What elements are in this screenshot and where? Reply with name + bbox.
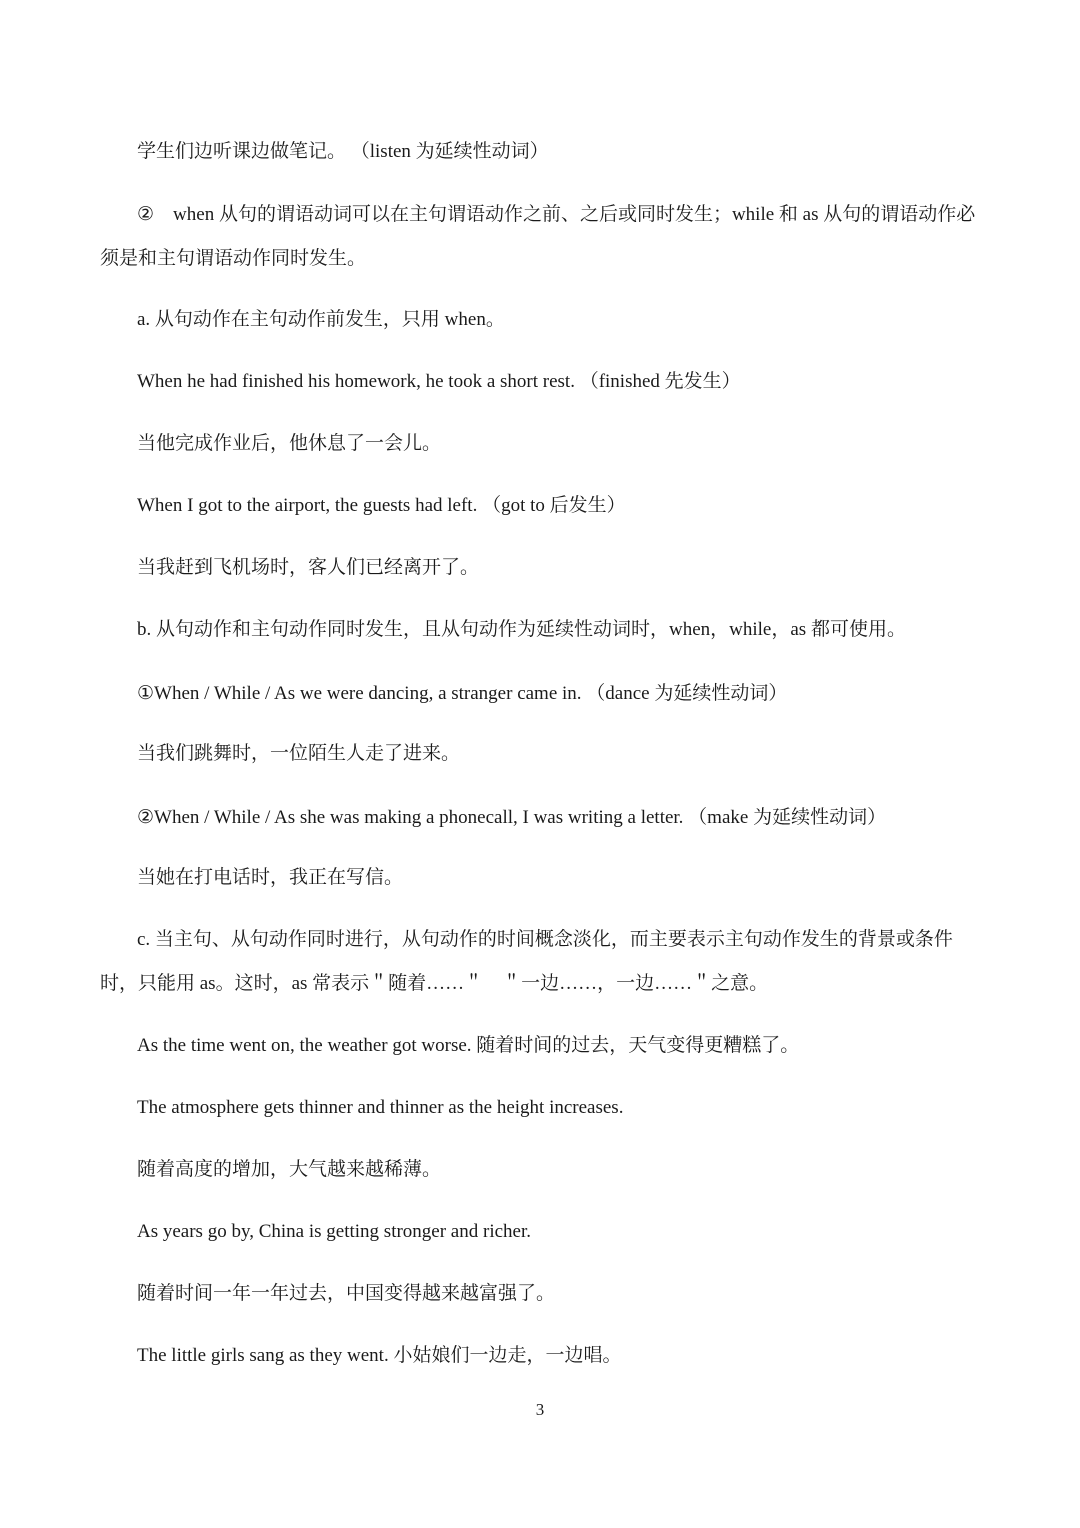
text-line: 当我赶到飞机场时，客人们已经离开了。	[137, 557, 480, 578]
text-line: As the time went on, the weather got worse. 随着时间的过去，天气变得更糟糕了。	[137, 1035, 800, 1056]
text-line: a. 从句动作在主句动作前发生，只用 when。	[137, 309, 505, 330]
text-line: 当我们跳舞时，一位陌生人走了进来。	[137, 743, 461, 764]
text-line: 随着高度的增加，大气越来越稀薄。	[137, 1159, 442, 1180]
text-line: When he had finished his homework, he took a short rest. （finished 先发生）	[137, 371, 741, 392]
text-line: When I got to the airport, the guests had left. （got to 后发生）	[137, 495, 626, 516]
text-line: The little girls sang as they went. 小姑娘们一边走，一边唱。	[137, 1345, 622, 1366]
text-paragraph: ② when 从句的谓语动词可以在主句谓语动作之前、之后或同时发生；while 和 as 从句的谓语动作必须是和主句谓语动作同时发生。	[100, 204, 976, 269]
text-line: 学生们边听课边做笔记。 （listen 为延续性动词）	[137, 141, 549, 162]
text-line: ①When / While / As we were dancing, a stranger came in. （dance 为延续性动词）	[137, 683, 788, 704]
text-line: The atmosphere gets thinner and thinner as the height increases.	[137, 1097, 624, 1118]
text-line: As years go by, China is getting stronger and richer.	[137, 1221, 531, 1242]
page-number: 3	[535, 1400, 545, 1419]
text-line: b. 从句动作和主句动作同时发生，且从句动作为延续性动词时，when，while，as 都可使用。	[137, 619, 906, 640]
text-line: 当他完成作业后，他休息了一会儿。	[137, 433, 442, 454]
text-line: ②When / While / As she was making a phonecall, I was writing a letter. （make 为延续性动词）	[137, 807, 887, 828]
text-line: 当她在打电话时，我正在写信。	[137, 867, 404, 888]
text-line: 随着时间一年一年过去，中国变得越来越富强了。	[137, 1283, 556, 1304]
text-paragraph: c. 当主句、从句动作同时进行，从句动作的时间概念淡化，而主要表示主句动作发生的背景或条件时，只能用 as。这时，as 常表示＂随着……＂ ＂一边……，一边……＂之意。	[100, 929, 953, 994]
